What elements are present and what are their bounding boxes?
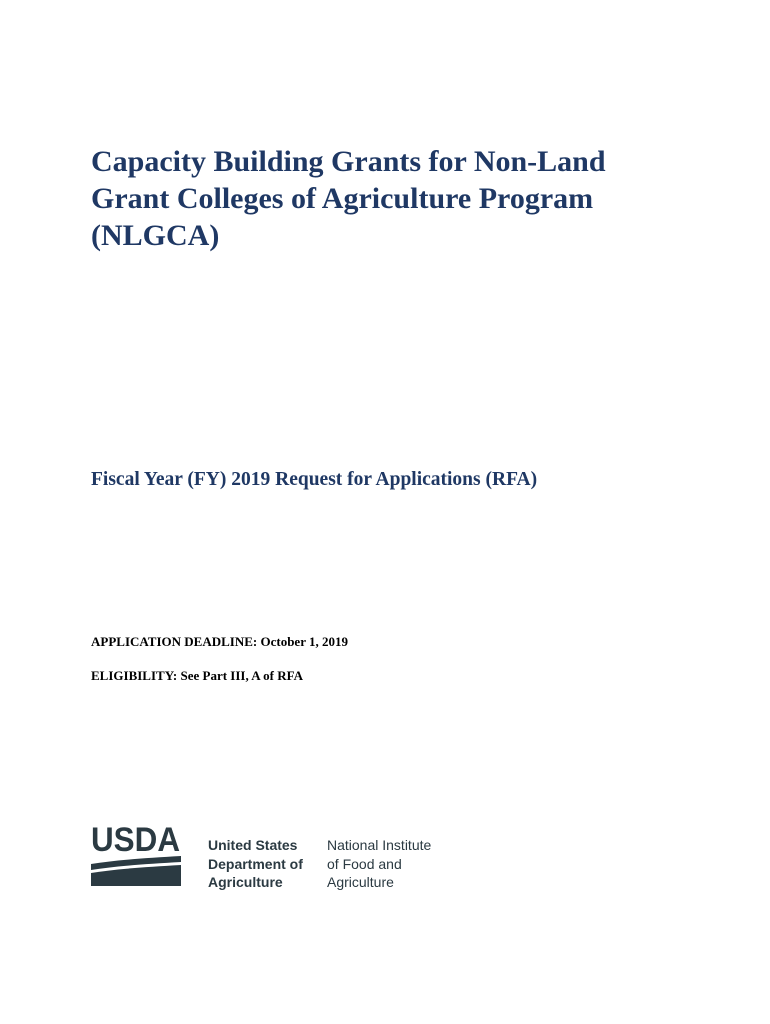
document-title xyxy=(91,143,691,254)
department-name-line: Agriculture xyxy=(208,874,283,890)
usda-wordmark: USDA xyxy=(91,822,180,859)
institute-name-line: of Food and xyxy=(327,855,402,872)
institute-name-line: Agriculture xyxy=(327,874,394,890)
document-title-line: Grant Colleges of Agriculture Program xyxy=(91,182,594,215)
application-deadline: APPLICATION DEADLINE: October 1, 2019 xyxy=(91,634,348,649)
institute-name-line: National Institute xyxy=(327,837,432,853)
department-name-line: United States xyxy=(208,837,298,853)
institute-name xyxy=(327,836,431,892)
eligibility-statement: ELIGIBILITY: See Part III, A of RFA xyxy=(91,668,303,683)
document-title-line: (NLGCA) xyxy=(91,219,220,252)
usda-logo-icon xyxy=(91,822,181,886)
document-title-line: Capacity Building Grants for Non-Land xyxy=(91,145,606,178)
document-subtitle: Fiscal Year (FY) 2019 Request for Applications (RFA) xyxy=(91,469,538,490)
department-name xyxy=(208,836,303,892)
usda-nifa-logo xyxy=(91,822,491,892)
department-name-line: Department of xyxy=(208,855,303,872)
